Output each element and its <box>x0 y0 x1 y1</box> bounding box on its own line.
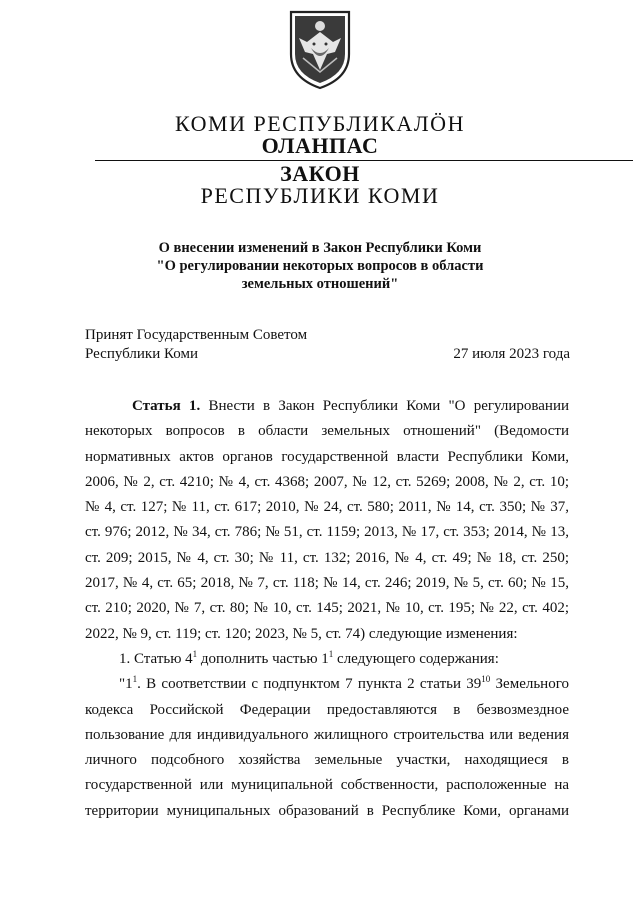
adoption-info <box>85 326 307 364</box>
superscript: 10 <box>481 674 491 685</box>
quote-text: Земельного <box>490 676 569 693</box>
item-text: 1. Статью 4 <box>119 650 193 667</box>
item-text: следующего содержания: <box>333 650 499 667</box>
law-title-line: "О регулировании некоторых вопросов в области <box>156 258 484 274</box>
law-title <box>0 239 640 293</box>
law-title-line: земельных отношений" <box>241 276 399 292</box>
adopted-by-line: Принят Государственным Советом <box>85 327 308 343</box>
quote-line: кодекса Российской Федерации предоставляются в безвозмездное <box>85 701 569 718</box>
adopted-by-line: Республики Коми <box>85 346 198 362</box>
law-title-line: О внесении изменений в Закон Республики Коми <box>158 240 482 256</box>
quote-line: личного подсобного хозяйства земельные участки, находящиеся в <box>85 752 569 769</box>
adoption-date: 27 июля 2023 года <box>453 346 570 362</box>
quote-text: "1 <box>119 676 133 693</box>
quote-text: . В соответствии с подпунктом 7 пункта 2 статьи 39 <box>137 676 482 693</box>
article-line: ст. 210; 2020, № 7, ст. 80; № 10, ст. 145; 2021, № 10, ст. 195; № 22, ст. 402; <box>85 600 569 617</box>
law-body <box>85 394 569 824</box>
superscript: 1 <box>192 648 198 659</box>
item-1 <box>85 647 569 672</box>
header-komi-language: КОМИ РЕСПУБЛИКАЛӦН <box>175 111 465 136</box>
article-line: нормативных актов органов государственной власти Республики Коми, <box>85 448 569 465</box>
quote-line: территории муниципальных образований в Республике Коми, органами <box>85 802 569 819</box>
article-line: ст. 976; 2012, № 34, ст. 786; № 51, ст. 1159; 2013, № 17, ст. 353; 2014, № 13, <box>85 524 569 541</box>
article-text: Внести в Закон Республики Коми "О регулировании <box>208 398 570 414</box>
superscript: 1 <box>132 674 138 685</box>
header-olanpas: ОЛАНПАС <box>261 133 379 158</box>
superscript: 1 <box>328 648 334 659</box>
article-line: 2022, № 9, ст. 119; ст. 120; 2023, № 5, ст. 74) следующие изменения: <box>85 625 518 642</box>
article-label: Статья 1. <box>132 398 201 414</box>
article-1-first-line <box>85 394 569 419</box>
coat-of-arms-icon <box>287 8 353 90</box>
quote-line: пользование для индивидуального жилищного строительства или ведения <box>85 726 569 743</box>
article-line: ст. 209; 2015, № 4, ст. 30; № 11, ст. 132; 2016, № 4, ст. 49; № 18, ст. 250; <box>85 549 569 566</box>
article-line: 2006, № 2, ст. 4210; № 4, ст. 4368; 2007, № 12, ст. 5269; 2008, № 2, ст. 10; <box>85 473 569 490</box>
article-line: некоторых вопросов в области земельных отношений" (Ведомости <box>85 423 569 440</box>
header-republic: РЕСПУБЛИКИ КОМИ <box>200 183 440 208</box>
quote-first-line <box>85 672 569 697</box>
header-zakon: ЗАКОН <box>280 161 360 186</box>
article-line: 2017, № 4, ст. 65; 2018, № 7, ст. 118; № 14, ст. 246; 2019, № 5, ст. 60; № 15, <box>85 575 569 592</box>
quote-line: государственной или муниципальной собственности, расположенные на <box>85 777 569 794</box>
article-line: № 4, ст. 127; № 11, ст. 617; 2010, № 24, ст. 580; 2011, № 14, ст. 350; № 37, <box>85 499 569 516</box>
item-text: дополнить частью 1 <box>197 650 329 667</box>
